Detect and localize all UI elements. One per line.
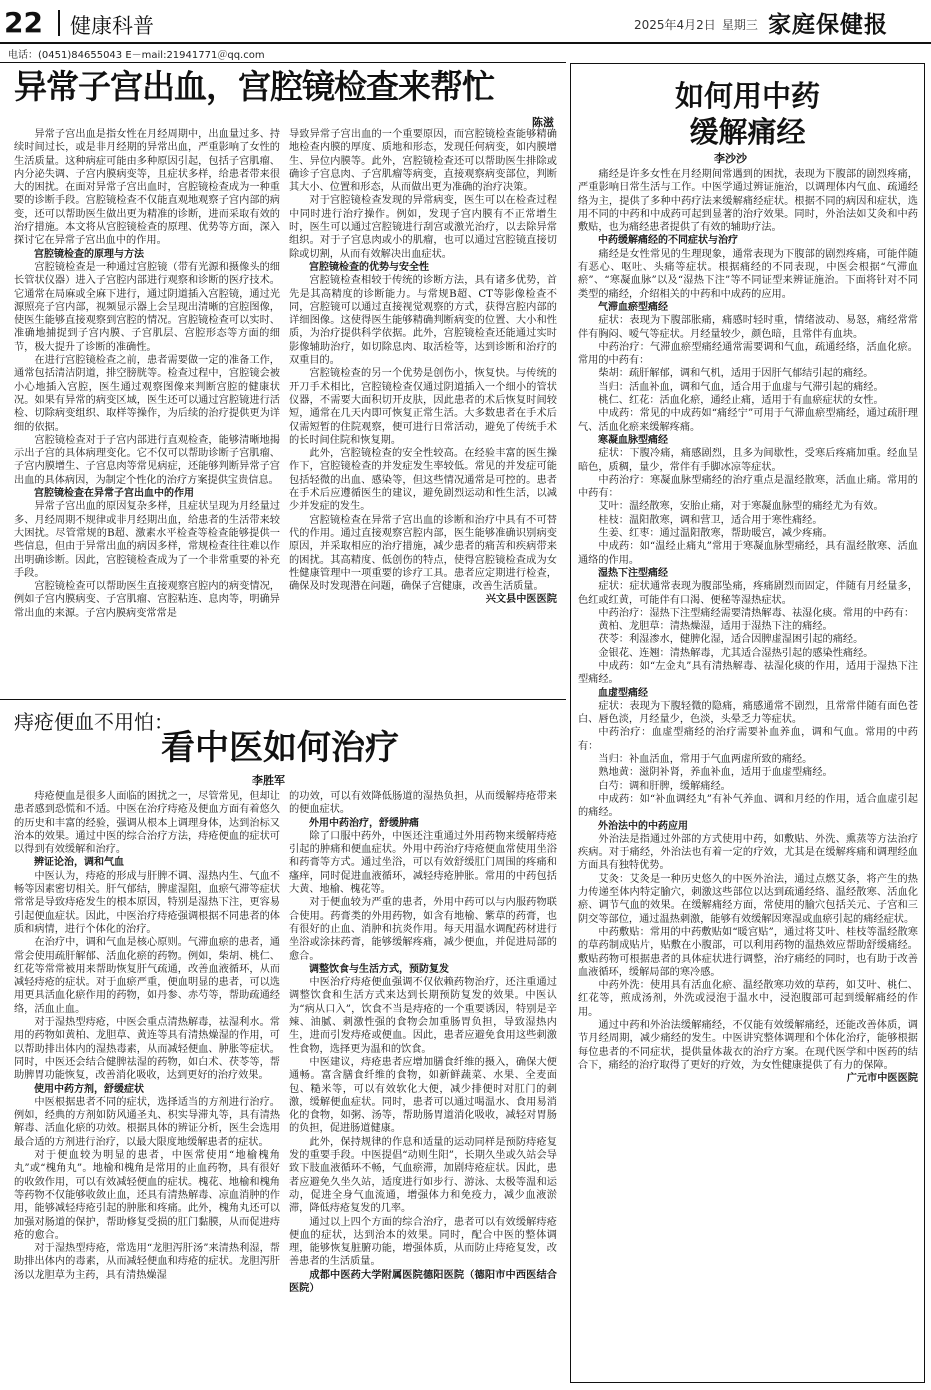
paragraph: 对于便血较为明显的患者，中医常使用“地榆槐角丸”或“槐角丸”。地榆和槐角是常用的止血药物，具有很好的收敛作用，可以有效减轻便血的症状。槐花、地榆和槐角等药物不仅能够收敛止血，还具有清热解毒、凉血消肿的作用，能够减轻痔疮引起的肿胀和疼痛。此外，槐角丸还可以加强对肠道的保护，帮助修复受损的肛门黏膜，从而促进痔疮的愈合。 [14,1150,280,1241]
article2-kicker: 痔疮便血不用怕： [14,710,174,734]
paragraph: 症状：症状通常表现为腹部坠痛，疼痛剧烈而固定，伴随有月经量多，色红或红黄，可能伴有口渴、便秘等湿热症状。 [578,581,918,606]
paragraph: 中药治疗：湿热下注型痛经需要清热解毒、祛湿化痰。常用的中药有： [598,607,915,619]
paragraph: 白芍：调和肝脾，缓解痛经。 [598,780,731,792]
paragraph: 中成药：如“左金丸”具有清热解毒、祛湿化痰的作用，适用于湿热下注型痛经。 [578,660,918,686]
subheading: 宫腔镜检查的优势与安全性 [309,261,429,273]
paragraph: 异常子宫出血是指女性在月经周期中，出血量过多、持续时间过长，或是非月经期的异常出血，严重影响了女性的生活质量。这种病症可能由多种原因引起，包括子宫肌瘤、内分泌失调、子宫内膜病变等，且症状多样，给患者带来很大的困扰。在面对异常子宫出血时，宫腔镜检查成为一种重要的诊断手段。宫腔镜检查不仅能直观地观察子宫内部的病变，还可以帮助医生做出更为精准的诊断，进而采取有效的治疗措施。本文将从宫腔镜检查的原理、优势等方面，深入探讨它在异常子宫出血中的作用。 [14,129,280,247]
paragraph: 宫腔镜检查的另一个优势是创伤小，恢复快。与传统的开刀手术相比，宫腔镜检查仅通过阴道插入一个细小的管状仪器，不需要大面积切开皮肤，因此患者的术后恢复时间较短，通常在几天内即可恢复正常生活。大多数患者在手术后仅需短暂的住院观察，便可进行日常活动，避免了传统手术的长时间住院和恢复期。 [289,368,557,446]
paragraph: 艾叶：温经散寒，安胎止痛，对于寒凝血脉型的痛经尤为有效。 [598,501,884,513]
section-name: 健康科普 [70,14,154,38]
article2-title: 看中医如何治疗 [161,728,399,768]
paragraph: 痛经是女性常见的生理现象，通常表现为下腹部的剧烈疼痛，可能伴随有恶心、呕吐、头痛等症状。根据痛经的不同表现，中医会根据“气滞血瘀”、“寒凝血脉”以及“湿热下注”等不同证型来辨证施治。下面将针对不同类型的痛经，介绍相关的中药和中成药的应用。 [578,248,918,300]
paragraph: 异常子宫出血的原因复杂多样，且症状呈现为月经量过多、月经周期不规律或非月经期出血，给患者的生活带来较大困扰。尽管常规的B超、激素水平检查等检查能够提供一些信息，但由于异常出血的病因多样，常规检查往往难以作出明确诊断。因此，宫腔镜检查成为了一个非常重要的补充手段。 [14,501,280,579]
paragraph: 通过中药和外治法缓解痛经，不仅能有效缓解痛经，还能改善体质，调节月经周期，减少痛经的发生。中医讲究整体调理和个体化治疗，能够根据每位患者的不同症状，提供量体裁衣的治疗方案。在现代医学和中医药的结合下，痛经的治疗取得了更好的疗效，为女性健康提供了有力的保障。 [578,1020,918,1071]
source-organization: 广元市中医医院 [846,1073,918,1085]
paragraph: 当归：活血补血，调和气血，适合用于血虚与气滞引起的痛经。 [598,381,884,393]
date-text: 2025年4月2日 [634,18,716,32]
paragraph: 通过以上四个方面的综合治疗，患者可以有效缓解痔疮便血的症状，达到治本的效果。同时，配合中医的整体调理，能够恢复脏腑功能，增强体质，从而防止痔疮复发，改善患者的生活质量。 [289,1216,557,1268]
paragraph: 对于宫腔镜检查发现的异常病变，医生可以在检查过程中同时进行治疗操作。例如，发现子宫内膜有不正常增生时，医生可以通过宫腔镜进行刮宫或激光治疗，以去除异常组织。对于子宫息肉或小的肌瘤，也可以通过宫腔镜直接切除或切割，从而有效解决出血症状。 [289,195,557,260]
subheading: 外用中药治疗，舒缓肿痛 [309,817,419,829]
paragraph: 茯苓：利湿渗水，健脾化湿，适合因脾虚湿困引起的痛经。 [598,634,864,646]
paragraph: 宫腔镜检查相较于传统的诊断方法，具有诸多优势，首先是其高精度的诊断能力。与常规B超、CT等影像检查不同，宫腔镜可以通过直接视觉观察的方式，获得宫腔内部的详细图像。这使得医生能够精确判断病变的位置、大小和性质，为治疗提供科学依据。此外，宫腔镜检查还能通过实时影像辅助治疗，如切除息肉、取活检等，达到诊断和治疗的双重目的。 [289,275,557,367]
weekday-text: 星期三 [721,18,758,32]
paragraph: 中药治疗：气滞血瘀型痛经通常需要调和气血，疏通经络，活血化瘀。常用的中药有： [578,341,918,367]
subheading: 调整饮食与生活方式，预防复发 [309,963,449,975]
issue-date [634,16,764,33]
paragraph: 中药治疗：血虚型痛经的治疗需要补血养血，调和气血。常用的中药有： [578,727,918,752]
header-rule [0,42,931,44]
article3-title [575,78,920,150]
paragraph: 生姜、红枣：通过温阳散寒，帮助暖宫，减少疼痛。 [598,528,833,540]
page-number: 22 [4,6,43,39]
subheading: 宫腔镜检查的原理与方法 [34,248,144,260]
divider-rule [0,62,566,63]
paragraph: 在进行宫腔镜检查之前，患者需要做一定的准备工作，通常包括清洁阴道，排空膀胱等。检查过程中，宫腔镜会被小心地插入宫腔，医生通过观察图像来判断宫腔的健康状况。如果有异常的病变区域，医生还可以通过宫腔镜进行活检、切除病变组织、取样等操作，为后续的治疗提供更为详细的依据。 [14,355,280,433]
paragraph: 中药外洗：使用具有活血化瘀、温经散寒功效的草药，如艾叶、桃仁、红花等，煎成汤剂，外洗或浸泡于温水中，浸泡腹部可起到缓解痛经的作用。 [578,980,918,1018]
paragraph: 中医建议，痔疮患者应增加膳食纤维的摄入，确保大便通畅。富含膳食纤维的食物，如新鲜蔬菜、水果、全麦面包、糙米等，可以有效软化大便，减少排便时对肛门的刺激，缓解便血症状。同时，患者可以通过喝温水、食用易消化的食物，如粥、汤等，帮助肠胃道消化吸收，减轻对胃肠的负担，促进肠道健康。 [289,1056,557,1135]
paragraph: 症状：表现为下腹部胀痛，痛感时轻时重，情绪波动、易怒，痛经常常伴有胸闷、嗳气等症状。月经量较少，颜色暗，且常伴有血块。 [578,315,918,340]
paragraph: 外治法是指通过外部的方式使用中药，如敷贴、外洗、熏蒸等方法治疗疾病。对于痛经，外治法也有着一定的疗效，尤其是在缓解疼痛和调理经血方面具有独特优势。 [578,833,918,872]
paragraph: 桂枝：温阳散寒，调和营卫，适合用于寒性痛经。 [598,514,823,526]
contact-line: 电话：(0451)84655043 E－mail:21941771＠qq.com [8,50,265,61]
paragraph: 在治疗中，调和气血是核心原则。气滞血瘀的患者，通常会使用疏肝解郁、活血化瘀的药物。例如，柴胡、桃仁、红花等常常被用来帮助恢复肝气疏通，改善血液循环，从而减轻痔疮的症状。对于血瘀严重，便血明显的患者，可以选用更具活血化瘀作用的药物，如丹参、赤芍等，帮助疏通经络，活血止血。 [14,937,280,1015]
paragraph: 对于湿热型痔疮，常选用“龙胆泻肝汤”来清热利湿，帮助排出体内的毒素，从而减轻便血和痔疮的症状。龙胆泻肝汤以龙胆草为主药，具有清热燥湿 [14,1243,280,1281]
article2-column-2 [289,790,557,1386]
paragraph: 此外，宫腔镜检查的安全性较高。在经验丰富的医生操作下，宫腔镜检查的并发症发生率较低。常见的并发症可能包括轻微的出血、感染等，但这些情况通常是可控的。患者在手术后应遵循医生的建议，避免剧烈运动和性生活，以减少并发症的发生。 [289,448,557,513]
paragraph: 宫腔镜检查在异常子宫出血的诊断和治疗中具有不可替代的作用。通过直接观察宫腔内部，医生能够准确识别病变原因，并采取相应的治疗措施，减少患者的痛苦和疾病带来的困扰。其高精度、低创伤的特点，使得宫腔镜检查成为女性健康管理中一项重要的诊疗工具。患者应定期进行检查，确保及时发现潜在问题，确保子宫健康，改善生活质量。 [289,514,557,593]
paragraph: 黄柏、龙胆草：清热燥湿，适用于湿热下注的痛经。 [598,621,833,633]
paragraph: 中医治疗痔疮便血强调不仅依赖药物治疗，还注重通过调整饮食和生活方式来达到长期预防复发的效果。中医认为“病从口入”，饮食不当是痔疮的一个重要诱因，特别是辛辣、油腻、刺激性强的食物会加重肠胃负担，导致湿热内生，进而引发痔疮或便血。因此，患者应避免食用这些刺激性食物，选择更为温和的饮食。 [289,977,557,1055]
paragraph: 对于湿热型痔疮，中医会重点清热解毒，祛湿利水。常用的药物如黄柏、龙胆草、黄连等具有清热燥湿的作用，可以帮助排出体内的湿热毒素，从而减轻便血、肿胀等症状。同时，中医还会结合健脾祛湿的药物，如白术、茯苓等，帮助脾胃功能恢复，改善消化吸收，达到更好的治疗效果。 [14,1017,280,1082]
source-organization: 兴文县中医医院 [485,594,557,606]
paragraph: 宫腔镜检查对于子宫内部进行直观检查，能够清晰地揭示出子宫的具体病理变化。它不仅可以帮助诊断子宫肌瘤、子宫内膜增生、子宫息肉等常见病症，还能够判断异常子宫出血的具体病因，为制定个性化的治疗方案提供宝贵信息。 [14,434,280,486]
paragraph: 熟地黄：滋阴补肾，养血补血，适用于血虚型痛经。 [598,767,833,779]
article3-body [578,168,918,1380]
paragraph: 症状：表现为下腹轻微的隐痛，痛感通常不剧烈，且常常伴随有面色苍白、唇色淡，月经量少，色淡，头晕乏力等症状。 [578,700,918,726]
paragraph: 宫腔镜检查是一种通过宫腔镜（带有光源和摄像头的细长管状仪器）进入子宫腔内部进行观察和诊断的医疗技术。它通常在局麻或全麻下进行，通过阴道插入宫腔镜，通过光源照亮子宫内部，视频显示器上会呈现出清晰的宫腔图像，使医生能够直接观察到宫腔的情况。宫腔镜检查可以实时、准确地捕捉到子宫内膜、子宫肌层、宫腔形态等方面的细节，极大提升了诊断的准确性。 [14,261,280,353]
article3-title-line-2: 缓解痛经 [689,115,806,149]
article2-author: 李胜军 [252,774,285,787]
header-divider [58,10,60,36]
paragraph: 中成药：如“补血调经丸”有补气养血、调和月经的作用，适合血虚引起的痛经。 [578,793,918,819]
page-header [0,0,931,44]
paragraph: 中成药：常见的中成药如“痛经宁”可用于气滞血瘀型痛经，通过疏肝理气、活血化瘀来缓解疼痛。 [578,408,918,433]
paragraph: 桃仁、红花：活血化瘀，通经止痛，适用于有血瘀症状的女性。 [598,395,884,407]
paragraph: 艾灸：艾灸是一种历史悠久的中医外治法，通过点燃艾条，将产生的热力传递至体内特定腧穴，刺激这些部位以达到疏通经络、温经散寒、活血化瘀、调节气血的效果。在缓解痛经方面，常使用的腧穴包括关元、子宫和三阴交等部位，通过温热刺激，能够有效缓解因寒湿或血瘀引起的痛经症状。 [578,873,918,925]
paragraph: 中成药：如“温经止痛丸”常用于寒凝血脉型痛经，具有温经散寒、活血通络的作用。 [578,541,918,566]
article1-column-1 [14,128,280,696]
article1-title: 异常子宫出血，宫腔镜检查来帮忙 [14,67,494,106]
subheading: 使用中药方剂，舒缓症状 [34,1083,144,1095]
paragraph: 当归：补血活血，常用于气血两虚所致的痛经。 [598,754,813,766]
article1-author: 陈滋 [532,116,554,129]
article3-title-line-1: 如何用中药 [674,79,820,113]
paragraph: 症状：下腹冷痛，痛感剧烈，且多为间歇性，受寒后疼痛加重。经血呈暗色，质稠，量少，常伴有手脚冰凉等症状。 [578,448,918,473]
paragraph: 痛经是许多女性在月经期间常遇到的困扰，表现为下腹部的剧烈疼痛，严重影响日常生活与工作。中医学通过辨证施治，以调理体内气血、疏通经络为主，提供了多种中药疗法来缓解痛经症状。根据不同的病因和症状，选用不同的中药和中成药可起到显著的治疗效果。同时，外治法如艾灸和中药敷贴，也为痛经患者提供了有效的辅助疗法。 [578,169,918,234]
paragraph: 宫腔镜检查可以帮助医生直接观察宫腔内的病变情况，例如子宫内膜病变、子宫肌瘤、宫腔粘连、息肉等，明确异常出血的来源。子宫内膜病变常常是 [14,581,280,619]
paragraph: 中医根据患者不同的症状，选择适当的方剂进行治疗。例如，经典的方剂如防风通圣丸、枳实导滞丸等，具有清热解毒、活血化瘀的功效。根据具体的辨证分析，医生会选用最合适的方剂进行治疗，以最大限度地缓解患者的症状。 [14,1096,280,1148]
paragraph: 的功效，可以有效降低肠道的湿热负担，从而缓解痔疮带来的便血症状。 [289,791,557,816]
paragraph: 中医认为，痔疮的形成与肝脾不调、湿热内生、气血不畅等因素密切相关。肝气郁结，脾虚湿阻，血瘀气滞等症状常常是导致痔疮发生的根本原因，特别是湿热下注，更容易引起便血症状。因此，中医治疗痔疮强调根据不同患者的体质和病情，进行个体化的治疗。 [14,870,280,935]
source-organization: 成都中医药大学附属医院德阳医院（德阳市中西医结合医院） [289,1269,557,1294]
article1-column-2 [289,128,557,696]
subheading: 中药缓解痛经的不同症状与治疗 [598,235,738,247]
subheading: 宫腔镜检查在异常子宫出血中的作用 [34,488,194,500]
subheading: 湿热下注型痛经 [598,567,668,579]
article2-column-1 [14,790,280,1386]
newspaper-brand: 家庭保健报 [768,12,888,38]
paragraph: 金银花、连翘：清热解毒，尤其适合湿热引起的感染性痛经。 [598,647,874,659]
subheading: 寒凝血脉型痛经 [598,434,668,446]
subheading: 气滞血瘀型痛经 [598,301,668,313]
subheading: 外治法中的中药应用 [598,820,688,832]
divider-rule-2 [0,699,566,700]
paragraph: 中药敷贴：常用的中药敷贴如“暖宫贴”，通过将艾叶、桂枝等温经散寒的草药制成贴片，贴敷在小腹部，可以利用药物的温热效应帮助舒缓痛经。敷贴药物可根据患者的具体症状进行调整，治疗痛经的同时，也有助于改善血液循环，缓解局部的寒冷感。 [578,926,918,978]
paragraph: 除了口服中药外，中医还注重通过外用药物来缓解痔疮引起的肿痛和便血症状。外用中药治疗痔疮便血常使用坐浴和药膏等方式。通过坐浴，可以有效舒缓肛门周围的疼痛和瘙痒，同时促进血液循环，减轻痔疮肿胀。常用的中药包括大黄、地榆、槐花等。 [289,830,557,896]
paragraph: 柴胡：疏肝解郁，调和气机，适用于因肝气郁结引起的痛经。 [598,368,874,380]
subheading: 血虚型痛经 [598,687,648,699]
paragraph: 此外，保持规律的作息和适量的运动同样是预防痔疮复发的重要手段。中医提倡“动则生阳”，长期久坐或久站会导致下肢血液循环不畅，气血瘀滞，加剧痔疮症状。因此，患者应避免久坐久站，适度进行如步行、游泳、太极等温和运动，促进全身气血流通，增强体力和免疫力，减少血液淤滞，降低痔疮复发的几率。 [289,1136,557,1215]
paragraph: 中药治疗：寒凝血脉型痛经的治疗重点是温经散寒，活血止痛。常用的中药有： [578,474,918,500]
paragraph: 对于便血较为严重的患者，外用中药可以与内服药物联合使用。药膏类的外用药物，如含有地榆、紫草的药膏，也有很好的止血、消肿和抗炎作用。每天用温水调配药材进行坐浴或涂抹药膏，能够缓解疼痛，减少便血，并促进局部的愈合。 [289,897,557,962]
subheading: 辨证论治，调和气血 [34,857,124,869]
paragraph: 痔疮便血是很多人面临的困扰之一，尽管常见，但却让患者感到恐慌和不适。中医在治疗痔疮及便血方面有着悠久的历史和丰富的经验，强调从根本上调理身体，达到治标又治本的效果。通过中医的综合治疗方法，痔疮便血的症状可以得到有效缓解和治疗。 [14,791,280,856]
article3-author: 李沙沙 [714,152,747,165]
paragraph: 导致异常子宫出血的一个重要原因，而宫腔镜检查能够精确地检查内膜的厚度、质地和形态，发现任何病变，如内膜增生、异位内膜等。此外，宫腔镜检查还可以帮助医生排除或确诊子宫息肉、子宫肌瘤等病变，直接观察病变部位，判断其大小、位置和形态，从而做出更为准确的治疗决策。 [289,129,557,194]
